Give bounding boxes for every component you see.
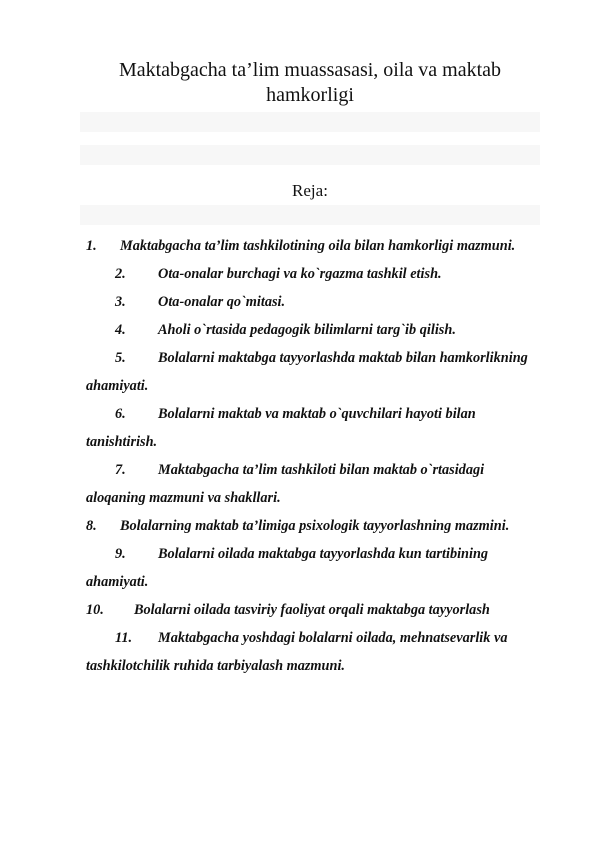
item-number: 9.	[115, 546, 126, 562]
item-text: Maktabgacha yoshdagi bolalarni oilada, mehnatsevarlik va tashkilotchilik ruhida tarbiyalash mazmuni.	[86, 630, 508, 674]
plan-list	[86, 232, 538, 680]
item-text: Maktabgacha ta’lim tashkilotining oila bilan hamkorligi mazmuni.	[120, 238, 516, 254]
list-item	[86, 596, 538, 624]
item-number: 8.	[86, 518, 97, 534]
list-item	[86, 400, 538, 456]
item-number: 10.	[86, 602, 104, 618]
list-item	[86, 344, 538, 400]
item-text: Bolalarni oilada maktabga tayyorlashda kun tartibining ahamiyati.	[86, 546, 489, 590]
item-text: Aholi o`rtasida pedagogik bilimlarni targ`ib qilish.	[158, 322, 456, 338]
plan-heading: Reja:	[292, 181, 328, 200]
item-number: 6.	[115, 406, 126, 422]
list-item	[86, 624, 538, 680]
item-number: 11.	[115, 630, 133, 646]
item-text: Maktabgacha ta’lim tashkiloti bilan maktab o`rtasidagi aloqaning mazmuni va shakllari.	[86, 462, 485, 506]
list-item	[86, 540, 538, 596]
list-item	[86, 316, 538, 344]
item-text: Ota-onalar qo`mitasi.	[158, 294, 286, 310]
item-number: 3.	[115, 294, 126, 310]
list-item	[86, 260, 538, 288]
background-band	[80, 112, 540, 132]
page-title: Maktabgacha ta’lim muassasasi, oila va maktab hamkorligi	[118, 59, 502, 106]
item-number: 5.	[115, 350, 126, 366]
item-number: 2.	[115, 266, 126, 282]
item-text: Ota-onalar burchagi va ko`rgazma tashkil etish.	[158, 266, 442, 282]
item-number: 7.	[115, 462, 126, 478]
item-number: 1.	[86, 238, 97, 254]
list-item	[86, 288, 538, 316]
background-band	[80, 205, 540, 225]
item-text: Bolalarning maktab ta’limiga psixologik tayyorlashning mazmini.	[120, 518, 510, 534]
list-item	[86, 232, 538, 260]
item-number: 4.	[115, 322, 126, 338]
background-band	[80, 145, 540, 165]
item-text: Bolalarni maktab va maktab o`quvchilari hayoti bilan tanishtirish.	[86, 406, 476, 450]
list-item	[86, 456, 538, 512]
item-text: Bolalarni oilada tasviriy faoliyat orqali maktabga tayyorlash	[134, 602, 490, 618]
item-text: Bolalarni maktabga tayyorlashda maktab bilan hamkorlikning ahamiyati.	[86, 350, 528, 394]
list-item	[86, 512, 538, 540]
